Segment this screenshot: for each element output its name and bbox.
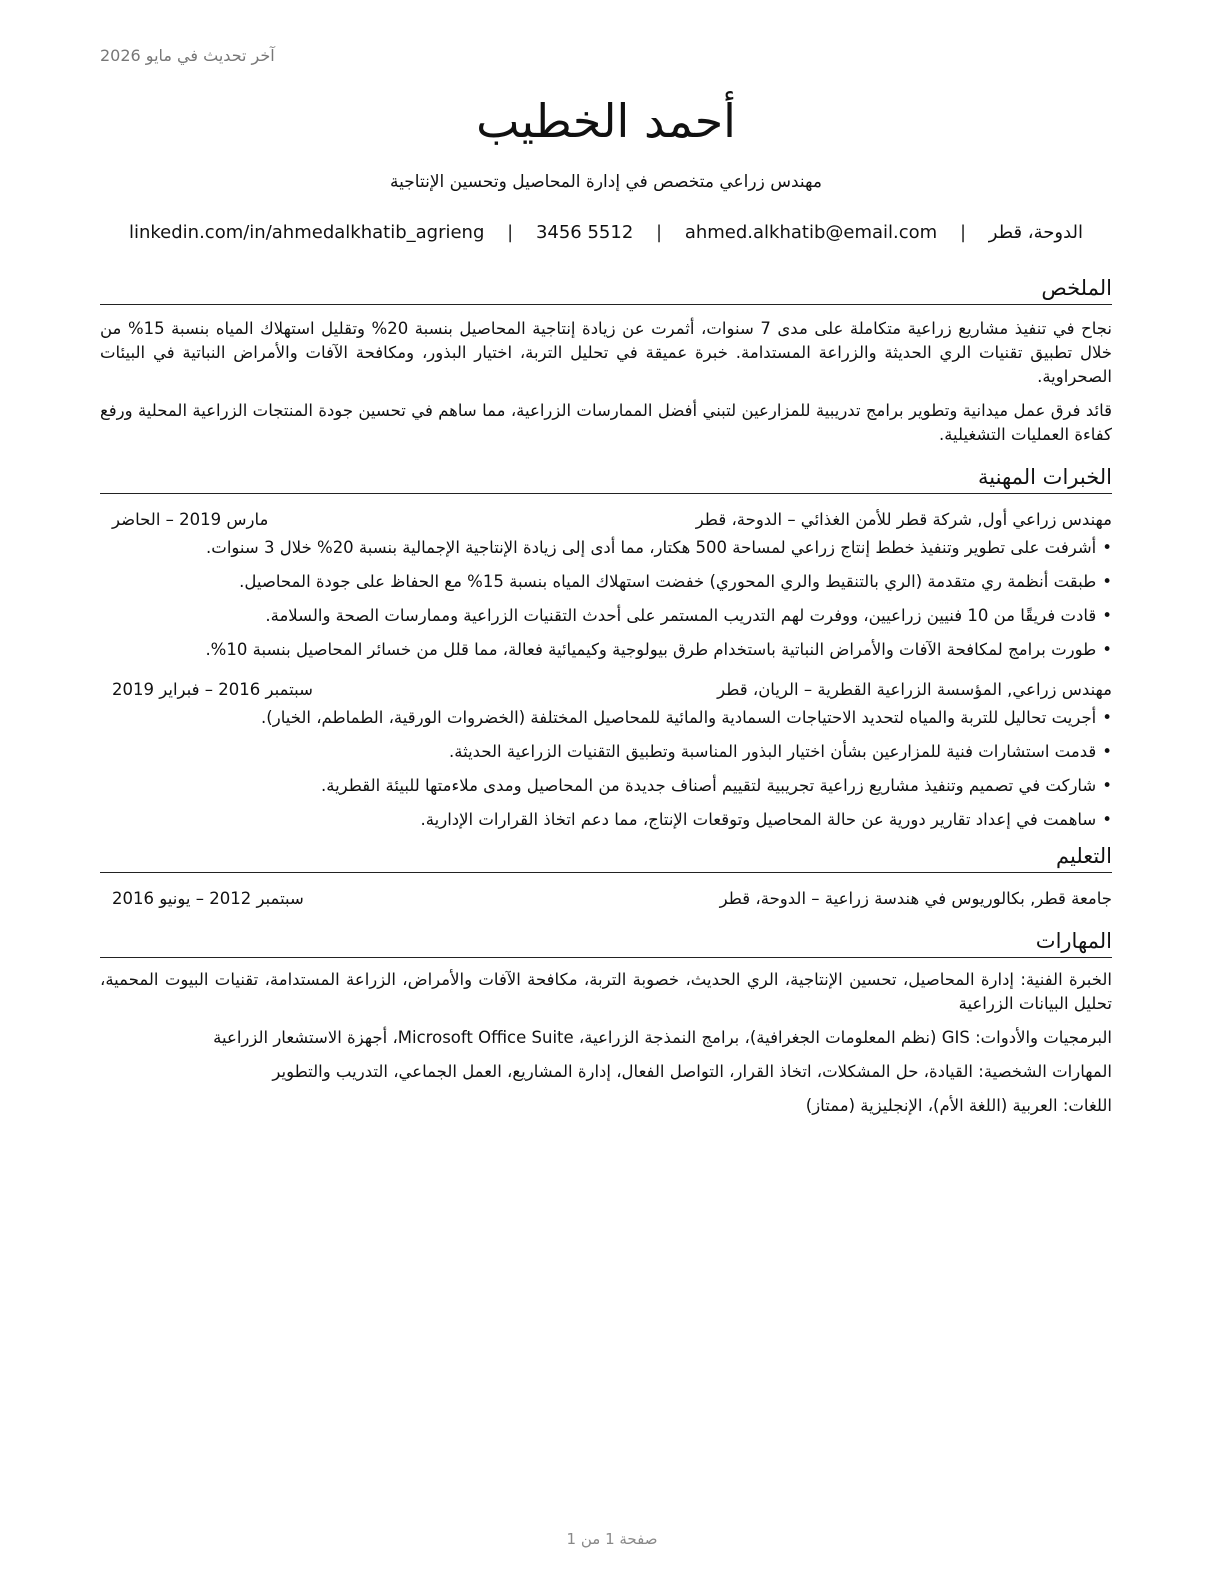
experience-title: الخبرات المهنية (100, 463, 1112, 494)
contact-line (100, 218, 1112, 248)
candidate-headline: مهندس زراعي متخصص في إدارة المحاصيل وتحسين الإنتاجية (390, 172, 822, 192)
skills-line-languages: اللغات: العربية (اللغة الأم)، الإنجليزية (ممتاز) (805, 1096, 1112, 1115)
resume-page (100, 88, 1112, 1508)
skills-line-soft: المهارات الشخصية: القيادة، حل المشكلات، اتخاذ القرار، التواصل الفعال، إدارة المشاريع، العمل الجماعي، التدريب والتطوير (272, 1062, 1112, 1081)
contact-email[interactable]: ahmed.alkhatib@email.com (684, 222, 938, 243)
contact-separator: | (959, 222, 967, 243)
job-dates: سبتمبر 2016 – فبراير 2019 (112, 680, 313, 699)
job-bullet: • ساهمت في إعداد تقارير دورية عن حالة المحاصيل وتوقعات الإنتاج، مما دعم اتخاذ القرارات الإدارية. (100, 808, 1112, 832)
job-entry (100, 508, 1112, 662)
skills-line-technical: الخبرة الفنية: إدارة المحاصيل، تحسين الإنتاجية، الري الحديث، خصوبة التربة، مكافحة الآفات والأمراض، الزراعة المستدامة، تقنيات البيوت المحمية، تحليل البيانات الزراعية (100, 970, 1112, 1013)
skills-title: المهارات (100, 927, 1112, 958)
contact-separator: | (656, 222, 663, 243)
job-entry (100, 678, 1112, 832)
education-title: التعليم (100, 842, 1112, 873)
last-updated-note: آخر تحديث في مايو 2026 (100, 46, 275, 65)
job-bullet: • طبقت أنظمة ري متقدمة (الري بالتنقيط والري المحوري) خفضت استهلاك المياه بنسبة 15% مع الحفاظ على جودة المحاصيل. (100, 570, 1112, 594)
experience-section (100, 463, 1112, 832)
contact-linkedin[interactable]: linkedin.com/in/ahmedalkhatib_agrieng (128, 222, 485, 243)
summary-paragraph: قائد فرق عمل ميدانية وتطوير برامج تدريبية للمزارعين لتبني أفضل الممارسات الزراعية، مما ساهم في تحسين جودة المنتجات الزراعية المحلية ورفع كفاءة العمليات التشغيلية. (100, 401, 1112, 444)
job-bullet: • أجريت تحاليل للتربة والمياه لتحديد الاحتياجات السمادية والمائية للمحاصيل المختلفة (الخضروات الورقية، الطماطم، الخيار). (100, 706, 1112, 730)
summary-title: الملخص (100, 274, 1112, 305)
summary-paragraph: نجاح في تنفيذ مشاريع زراعية متكاملة على مدى 7 سنوات، أثمرت عن زيادة إنتاجية المحاصيل بنسبة 20% وتقليل استهلاك المياه بنسبة 15% من خلال تطبيق تقنيات الري الحديثة والزراعة المستدامة. خبرة عميقة في تحليل التربة، اختيار البذور، ومكافحة الآفات والأمراض النباتية في البيئات الصحراوية. (100, 319, 1112, 386)
job-bullets (100, 706, 1112, 832)
summary-section (100, 274, 1112, 447)
job-bullet: • أشرفت على تطوير وتنفيذ خطط إنتاج زراعي لمساحة 500 هكتار، مما أدى إلى زيادة الإنتاجية الإجمالية بنسبة 20% خلال 3 سنوات. (100, 536, 1112, 560)
job-bullet: • شاركت في تصميم وتنفيذ مشاريع زراعية تجريبية لتقييم أصناف جديدة من المحاصيل ومدى ملاءمتها للبيئة القطرية. (100, 774, 1112, 798)
education-section (100, 842, 1112, 911)
education-dates: سبتمبر 2012 – يونيو 2016 (112, 889, 304, 908)
contact-phone: 3456 5512 (535, 222, 634, 243)
page-number: صفحة 1 من 1 (566, 1530, 658, 1548)
job-role-org: مهندس زراعي, المؤسسة الزراعية القطرية – الريان، قطر (717, 680, 1112, 699)
job-header (100, 678, 1112, 702)
education-degree-org: جامعة قطر, بكالوريوس في هندسة زراعية – الدوحة، قطر (719, 889, 1112, 908)
job-bullet: • طورت برامج لمكافحة الآفات والأمراض النباتية باستخدام طرق بيولوجية وكيميائية فعالة، مما قلل من خسائر المحاصيل بنسبة 10%. (100, 638, 1112, 662)
job-bullet: • قدمت استشارات فنية للمزارعين بشأن اختيار البذور المناسبة وتطبيق التقنيات الزراعية الحديثة. (100, 740, 1112, 764)
skills-section (100, 927, 1112, 1118)
job-header (100, 508, 1112, 532)
contact-separator: | (507, 222, 514, 243)
job-role-org: مهندس زراعي أول, شركة قطر للأمن الغذائي – الدوحة، قطر (695, 510, 1112, 529)
job-bullet: • قادت فريقًا من 10 فنيين زراعيين، ووفرت لهم التدريب المستمر على أحدث التقنيات الزراعية وممارسات الصحة والسلامة. (100, 604, 1112, 628)
education-entry (100, 887, 1112, 911)
skills-line-software: البرمجيات والأدوات: GIS (نظم المعلومات الجغرافية)، برامج النمذجة الزراعية، Microsoft Office Suite، أجهزة الاستشعار الزراعية (213, 1028, 1112, 1047)
job-bullets (100, 536, 1112, 662)
contact-location: الدوحة، قطر (988, 222, 1084, 243)
candidate-name: أحمد الخطيب (476, 94, 736, 148)
job-dates: مارس 2019 – الحاضر (112, 510, 269, 529)
